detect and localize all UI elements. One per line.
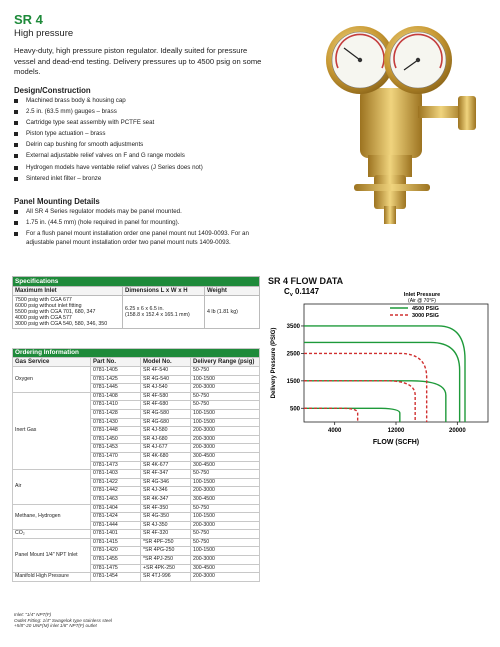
delivery-range-cell: 50-750 <box>191 392 260 401</box>
list-item: External adjustable relief valves on F and G range models <box>14 152 264 161</box>
weight-cell: 4 lb (1.81 kg) <box>205 296 260 329</box>
delivery-range-cell: 100-1500 <box>191 547 260 556</box>
model-number-cell: SR 4G-680 <box>141 418 191 427</box>
x-tick-label: 20000 <box>448 428 466 434</box>
part-number-cell: 0781-1455 <box>91 556 141 565</box>
model-number-cell: SR 4G-540 <box>141 375 191 384</box>
part-number-cell: 0781-1415 <box>91 538 141 547</box>
list-item: Cartridge type seat assembly with PCTFE seat <box>14 119 264 128</box>
footnote-line: Inlet: "1/4" NPT(F) <box>14 612 52 617</box>
flow-chart <box>264 286 496 448</box>
model-number-cell: SR 4J-677 <box>141 444 191 453</box>
legend-label: 4500 PSIG <box>412 306 439 312</box>
inlet-line: 6000 psig without inlet fitting <box>15 303 82 309</box>
model-number-cell: SR 4G-346 <box>141 478 191 487</box>
model-number-cell: SR 4F-320 <box>141 530 191 539</box>
model-number-cell: +SR 4PK-250 <box>141 564 191 573</box>
order-column-header: Model No. <box>141 357 191 366</box>
table-row <box>13 392 260 401</box>
part-number-cell: 0781-1463 <box>91 495 141 504</box>
cv-label: C <box>284 287 290 296</box>
model-number-cell: SR 4G-580 <box>141 409 191 418</box>
model-number-cell: SR 4J-346 <box>141 487 191 496</box>
delivery-range-cell: 100-1500 <box>191 375 260 384</box>
gas-service-cell: Air <box>13 470 91 504</box>
model-number-cell: SR 4F-580 <box>141 392 191 401</box>
gas-service-cell: Manifold High Pressure <box>13 573 91 582</box>
cv-value: 0.1147 <box>295 287 320 296</box>
part-number-cell: 0781-1422 <box>91 478 141 487</box>
footnote-line: +5/8"-20 UNF(M) inlet 1/8" NPT(F) outlet <box>14 623 97 629</box>
table-row <box>13 470 260 479</box>
inlet-line: 4000 psig with CGA 577 <box>15 315 72 321</box>
dimensions-in: 6.25 x 6 x 6.5 in. <box>125 306 164 312</box>
x-tick-label: 4000 <box>327 428 342 434</box>
part-number-cell: 0781-1428 <box>91 409 141 418</box>
footnote-line: Outlet Fitting: 1/4" Swagelok type stainless steel <box>14 617 112 623</box>
y-axis-label: Delivery Pressure (PSIG) <box>271 327 277 399</box>
model-number-cell: SR 4K-347 <box>141 495 191 504</box>
list-item: Machined brass body & housing cap <box>14 97 264 106</box>
ordering-footnotes <box>14 612 112 629</box>
part-number-cell: 0781-1403 <box>91 470 141 479</box>
part-number-cell: 0781-1425 <box>91 375 141 384</box>
table-row <box>13 504 260 513</box>
regulator-product-image <box>300 10 490 230</box>
product-description: Heavy-duty, high pressure piston regulator. Ideally suited for pressure vessel and dead-end testing. Delivery pressures up to 4500 psig on some models. <box>14 46 262 76</box>
table-row <box>13 538 260 547</box>
model-number-cell: SR 4K-680 <box>141 452 191 461</box>
delivery-range-cell: 200-3000 <box>191 435 260 444</box>
part-number-cell: 0781-1453 <box>91 444 141 453</box>
inlet-line: 5500 psig with CGA 701, 680, 347 <box>15 309 96 315</box>
part-number-cell: 0781-1448 <box>91 427 141 436</box>
order-column-header: Part No. <box>91 357 141 366</box>
gas-service-cell: Panel Mount 1/4" NPT Inlet <box>13 538 91 572</box>
part-number-cell: 0781-1444 <box>91 521 141 530</box>
model-number-cell: SR 4TJ-996 <box>141 573 191 582</box>
panel-heading: Panel Mounting Details <box>14 197 100 206</box>
specifications-table <box>12 276 260 329</box>
model-number-cell: SR 4K-677 <box>141 461 191 470</box>
list-item: For a flush panel mount installation order one panel mount nut 1409-0093. For an adjustable panel mount installation order two panel mount nuts 1409-0093. <box>14 230 264 247</box>
delivery-range-cell: 300-4500 <box>191 452 260 461</box>
spec-column-header: Dimensions L x W x H <box>123 287 205 296</box>
legend-subtitle: (Air @ 70°F) <box>408 298 436 304</box>
part-number-cell: 0781-1430 <box>91 418 141 427</box>
gas-service-cell: Inert Gas <box>13 392 91 469</box>
model-number-cell: SR 4G-350 <box>141 513 191 522</box>
model-number-cell: *SR 4PF-250 <box>141 538 191 547</box>
list-item: Delrin cap bushing for smooth adjustments <box>14 141 264 150</box>
model-number-cell: SR 4F-350 <box>141 504 191 513</box>
table-row <box>13 530 260 539</box>
part-number-cell: 0781-1442 <box>91 487 141 496</box>
part-number-cell: 0781-1405 <box>91 367 141 376</box>
inlet-line: 3000 psig with CGA 540, 580, 346, 350 <box>15 321 108 327</box>
model-number-cell: SR 4J-580 <box>141 427 191 436</box>
part-number-cell: 0781-1420 <box>91 547 141 556</box>
part-number-cell: 0781-1475 <box>91 564 141 573</box>
delivery-range-cell: 200-3000 <box>191 521 260 530</box>
model-number-cell: SR 4F-540 <box>141 367 191 376</box>
list-item: Sintered inlet filter – bronze <box>14 175 264 184</box>
specifications-title: Specifications <box>13 277 260 287</box>
part-number-cell: 0781-1404 <box>91 504 141 513</box>
part-number-cell: 0781-1408 <box>91 392 141 401</box>
delivery-range-cell: 50-750 <box>191 538 260 547</box>
dimensions-mm: (158.8 x 152.4 x 165.1 mm) <box>125 312 190 318</box>
part-number-cell: 0781-1424 <box>91 513 141 522</box>
delivery-range-cell: 50-750 <box>191 401 260 410</box>
spec-column-header: Weight <box>205 287 260 296</box>
model-number-cell: SR 4F-347 <box>141 470 191 479</box>
x-axis-label: FLOW (SCFH) <box>372 439 420 446</box>
flow-chart-title: SR 4 FLOW DATA <box>268 276 344 286</box>
model-number-cell: SR 4J-540 <box>141 384 191 393</box>
delivery-range-cell: 100-1500 <box>191 418 260 427</box>
part-number-cell: 0781-1401 <box>91 530 141 539</box>
ordering-title: Ordering Information <box>13 349 260 358</box>
list-item: Hydrogen models have ventable relief valves (J Series does not) <box>14 164 264 173</box>
delivery-range-cell: 200-3000 <box>191 444 260 453</box>
table-row <box>13 573 260 582</box>
gas-service-cell: Methane, Hydrogen <box>13 504 91 530</box>
delivery-range-cell: 50-750 <box>191 504 260 513</box>
page-title: SR 4 <box>14 12 43 27</box>
model-number-cell: *SR 4PJ-250 <box>141 556 191 565</box>
delivery-range-cell: 100-1500 <box>191 478 260 487</box>
order-column-header: Delivery Range (psig) <box>191 357 260 366</box>
part-number-cell: 0781-1473 <box>91 461 141 470</box>
delivery-range-cell: 200-3000 <box>191 427 260 436</box>
list-item: Piston type actuation – brass <box>14 130 264 139</box>
list-item: All SR 4 Series regulator models may be panel mounted. <box>14 208 264 217</box>
legend-title: Inlet Pressure <box>403 292 441 298</box>
delivery-range-cell: 50-750 <box>191 470 260 479</box>
delivery-range-cell: 100-1500 <box>191 409 260 418</box>
list-item: 1.75 in. (44.5 mm) (hole required in panel for mounting). <box>14 219 264 228</box>
order-column-header: Gas Service <box>13 357 91 366</box>
y-tick-label: 3500 <box>286 323 300 330</box>
part-number-cell: 0781-1470 <box>91 452 141 461</box>
delivery-range-cell: 50-750 <box>191 530 260 539</box>
legend-label: 3000 PSIG <box>412 313 439 319</box>
cv-subscript: v <box>290 292 293 298</box>
gas-service-cell: CO₂ <box>13 530 91 539</box>
list-item: 2.5 in. (63.5 mm) gauges – brass <box>14 108 264 117</box>
page-subtitle: High pressure <box>14 28 74 39</box>
model-number-cell: SR 4F-680 <box>141 401 191 410</box>
panel-list <box>14 208 264 250</box>
y-tick-label: 500 <box>289 406 300 413</box>
spec-column-header: Maximum Inlet <box>13 287 123 296</box>
delivery-range-cell: 50-750 <box>191 367 260 376</box>
delivery-range-cell: 200-3000 <box>191 573 260 582</box>
part-number-cell: 0781-1410 <box>91 401 141 410</box>
design-heading: Design/Construction <box>14 86 91 95</box>
design-list <box>14 97 264 186</box>
plot-area <box>304 304 488 422</box>
delivery-range-cell: 300-4500 <box>191 461 260 470</box>
model-number-cell: *SR 4PG-250 <box>141 547 191 556</box>
delivery-range-cell: 200-3000 <box>191 556 260 565</box>
delivery-range-cell: 200-3000 <box>191 384 260 393</box>
dimensions-cell <box>123 296 205 329</box>
ordering-table <box>12 348 260 582</box>
gas-service-cell: Oxygen <box>13 367 91 393</box>
delivery-range-cell: 300-4500 <box>191 495 260 504</box>
max-inlet-cell <box>13 296 123 329</box>
part-number-cell: 0781-1445 <box>91 384 141 393</box>
y-tick-label: 1500 <box>286 378 300 385</box>
inlet-line: 7500 psig with CGA 677 <box>15 297 72 303</box>
table-row <box>13 367 260 376</box>
delivery-range-cell: 200-3000 <box>191 487 260 496</box>
y-tick-label: 2500 <box>286 351 300 358</box>
model-number-cell: SR 4J-680 <box>141 435 191 444</box>
part-number-cell: 0781-1450 <box>91 435 141 444</box>
delivery-range-cell: 300-4500 <box>191 564 260 573</box>
model-number-cell: SR 4J-350 <box>141 521 191 530</box>
delivery-range-cell: 100-1500 <box>191 513 260 522</box>
x-tick-label: 12000 <box>387 428 405 434</box>
part-number-cell: 0781-1454 <box>91 573 141 582</box>
